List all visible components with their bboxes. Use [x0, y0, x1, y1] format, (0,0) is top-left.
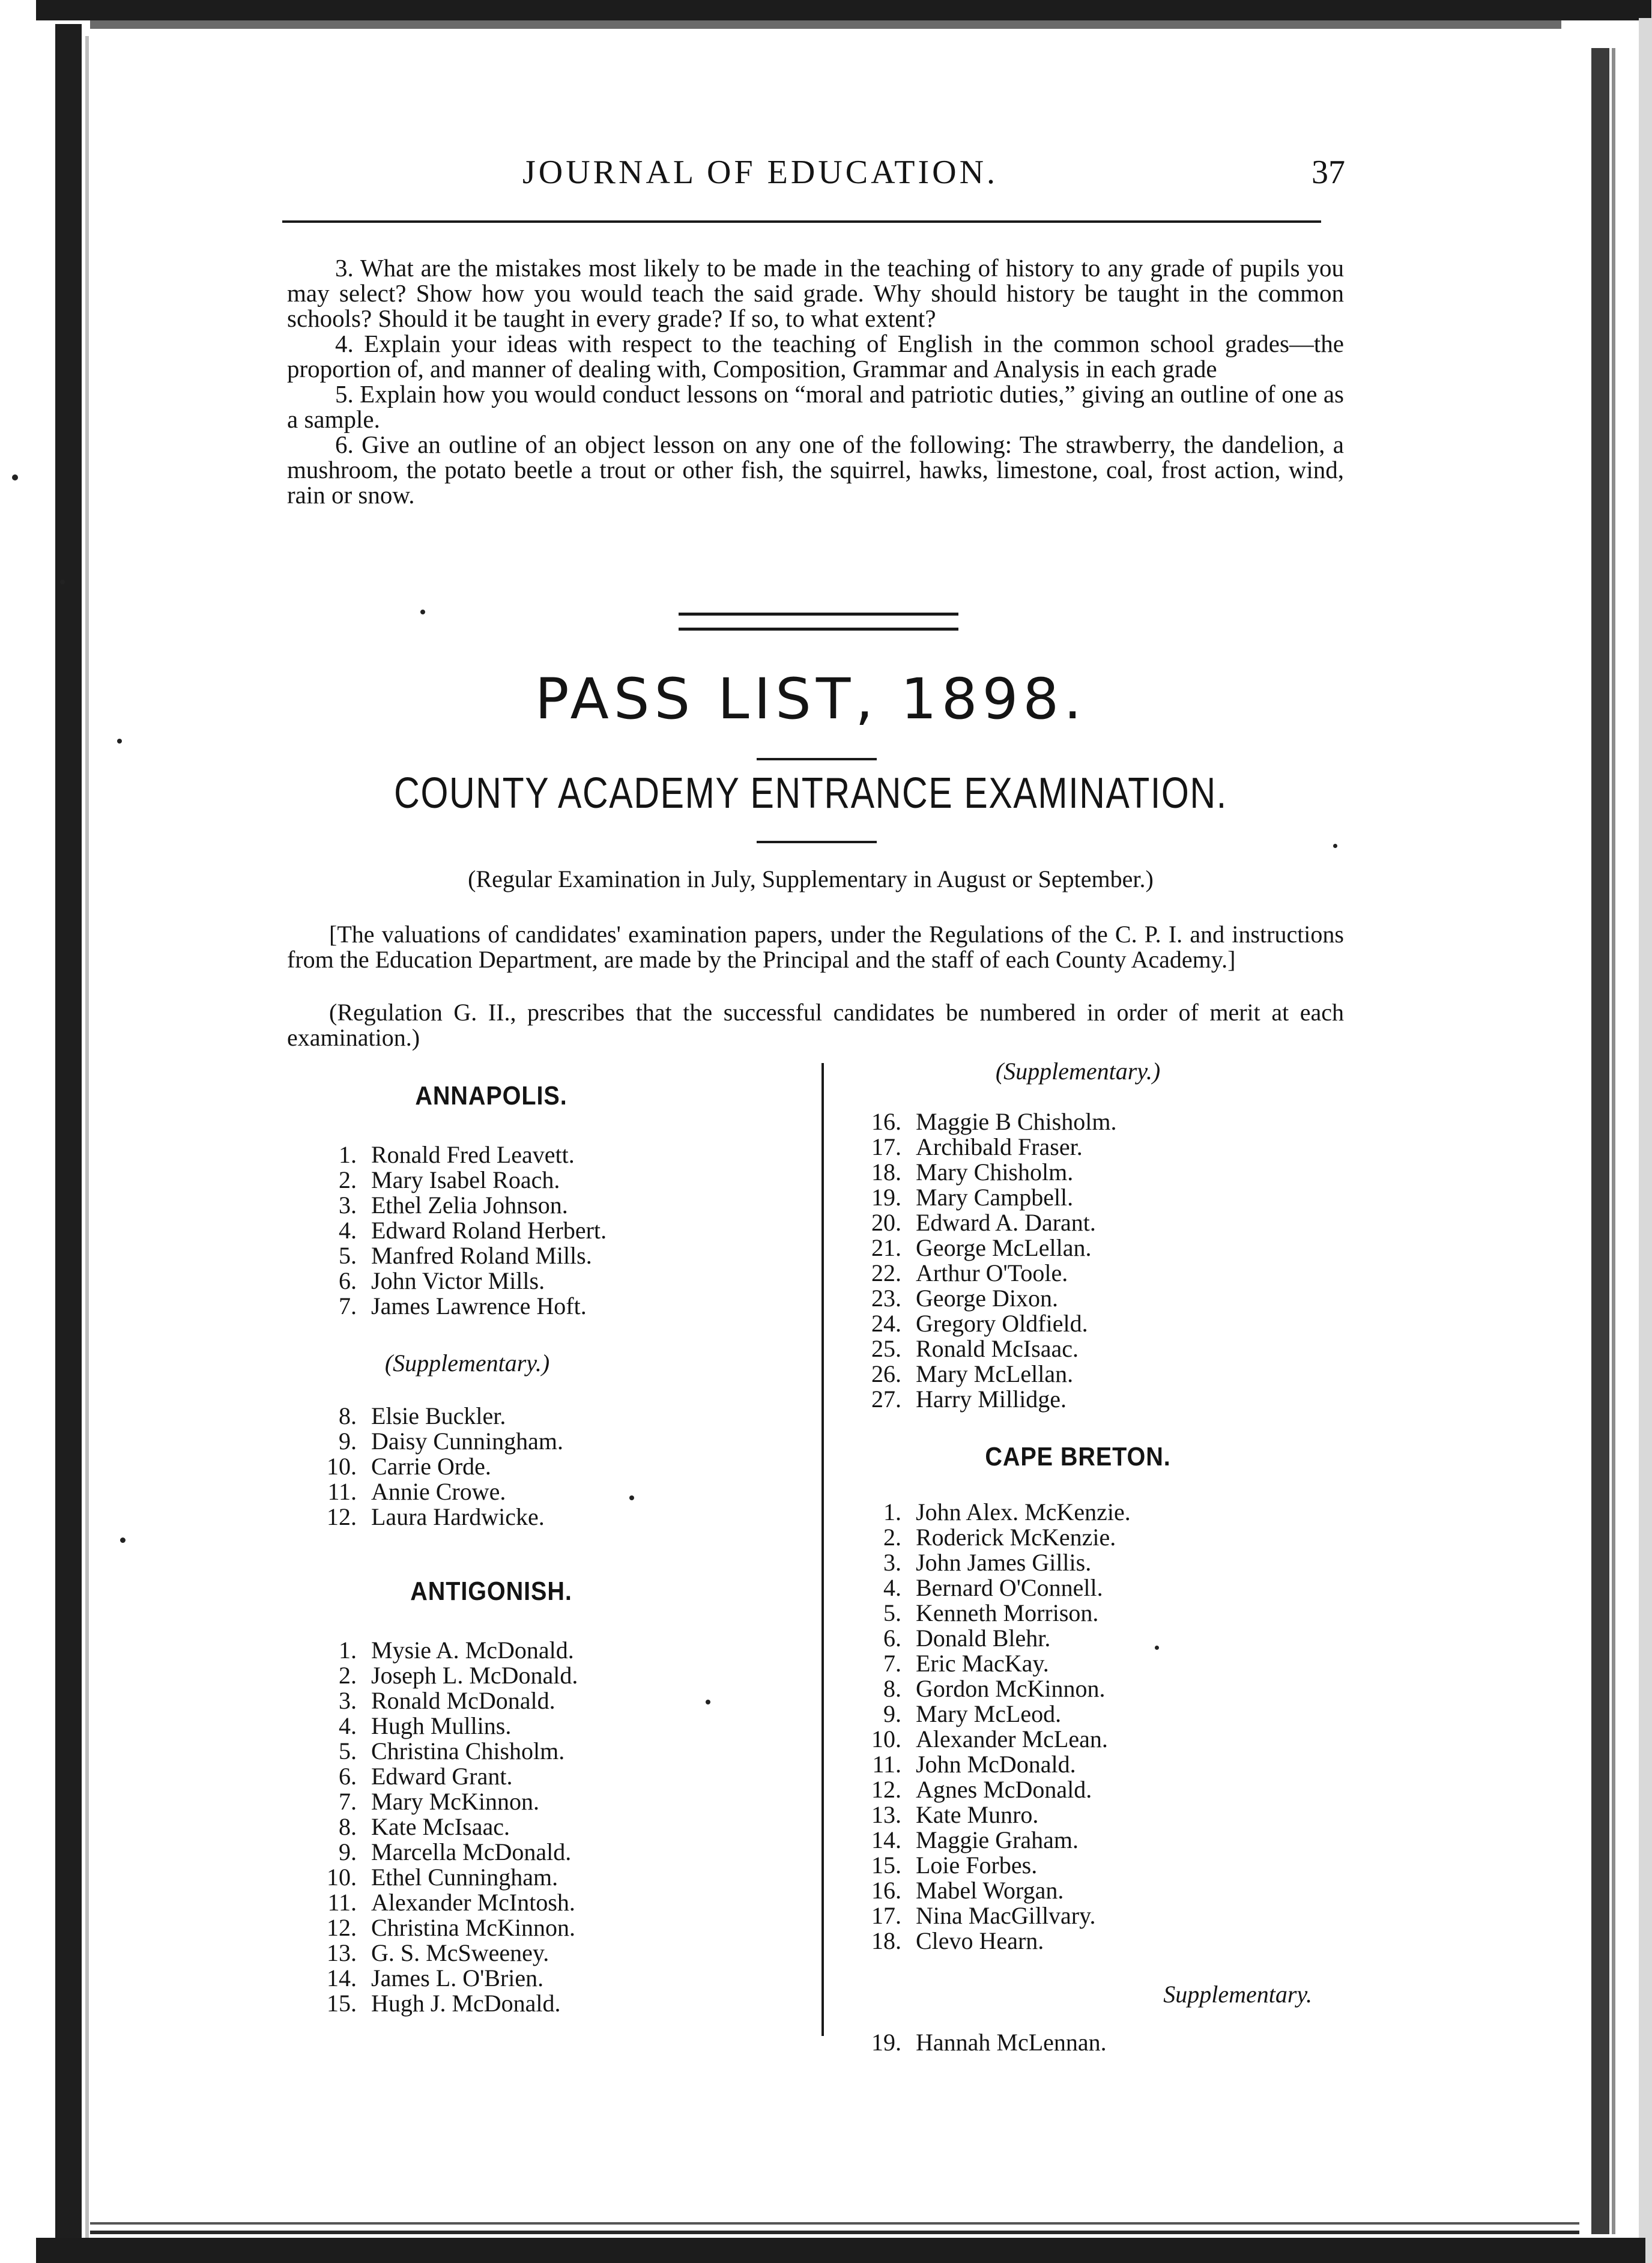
list-item: 9. Daisy Cunningham.	[339, 1428, 563, 1455]
scan-speck	[12, 474, 18, 480]
list-item: 5. Manfred Roland Mills.	[339, 1242, 592, 1269]
list-item: 27. Harry Millidge.	[871, 1386, 1067, 1413]
scan-speck	[117, 739, 122, 744]
scan-edge-bottom	[36, 2238, 1645, 2263]
list-item: 14. James L. O'Brien.	[327, 1965, 544, 1992]
list-item: 3. John James Gillis.	[883, 1549, 1092, 1576]
list-item: 18. Clevo Hearn.	[871, 1927, 1044, 1954]
journal-title: JOURNAL OF EDUCATION.	[522, 154, 999, 191]
list-item: 11. John McDonald.	[872, 1751, 1076, 1778]
list-item: 10. Ethel Cunningham.	[327, 1864, 558, 1891]
list-item: 12. Laura Hardwicke.	[327, 1503, 545, 1530]
valuations-paragraph: [The valuations of candidates' examination papers, under the Regulations of the C. P. I. and instructions from the Education Department, are made by the Principal and the staff of each County Academy.]	[287, 921, 1344, 973]
list-item: 11. Annie Crowe.	[327, 1478, 506, 1505]
title-rule-top	[757, 758, 877, 760]
county-academy-title: COUNTY ACADEMY ENTRANCE EXAMINATION.	[394, 769, 1227, 817]
question-6: 6. Give an outline of an object lesson on any one of the following: The strawberry, the dandelion, a mushroom, the potato beetle a trout or other fish, the squirrel, hawks, limestone, coal, frost action, wind, rain or snow.	[287, 431, 1344, 509]
regulation-note	[287, 1000, 1344, 1050]
scan-speck	[420, 610, 425, 614]
list-item: 16. Maggie B Chisholm.	[871, 1108, 1117, 1135]
scan-edge-left-line	[85, 36, 89, 2246]
left-column	[287, 1081, 815, 2016]
page-number: 37	[1312, 154, 1345, 191]
exam-note: (Regular Examination in July, Supplementary in August or September.)	[468, 865, 1154, 892]
list-item: 3. Ethel Zelia Johnson.	[339, 1192, 568, 1219]
list-item: 8. Gordon McKinnon.	[883, 1675, 1106, 1702]
scan-edge-bottom-line	[90, 2222, 1579, 2225]
list-item: 9. Mary McLeod.	[883, 1700, 1062, 1727]
list-item: 5. Kenneth Morrison.	[883, 1599, 1099, 1626]
pass-list-title: PASS LIST, 1898.	[534, 667, 1087, 732]
list-item: 22. Arthur O'Toole.	[871, 1259, 1068, 1286]
scan-speck	[60, 580, 65, 584]
list-item: 13. Kate Munro.	[871, 1801, 1039, 1828]
question-4: 4. Explain your ideas with respect to the teaching of English in the common school grades—the proportion of, and manner of dealing with, Composition, Grammar and Analysis in each grade	[287, 330, 1344, 383]
list-item: 10. Carrie Orde.	[327, 1453, 491, 1480]
cape-breton-supplementary-heading: Supplementary.	[1163, 1981, 1312, 2008]
page-header	[282, 153, 1345, 207]
list-item: 3. Ronald McDonald.	[339, 1687, 555, 1714]
annapolis-supplementary-list	[287, 1404, 815, 1530]
cape-breton-heading: CAPE BRETON.	[985, 1442, 1171, 1471]
list-item: 12. Christina McKinnon.	[327, 1914, 575, 1941]
list-item: 7. James Lawrence Hoft.	[339, 1292, 587, 1319]
list-item: 19. Hannah McLennan.	[871, 2029, 1107, 2056]
scan-edge-bottom-line-2	[90, 2231, 1579, 2234]
scan-edge-right	[1639, 18, 1652, 2263]
list-item: 7. Mary McKinnon.	[339, 1788, 539, 1815]
annapolis-regular-list	[287, 1142, 815, 1319]
list-item: 4. Edward Roland Herbert.	[339, 1217, 607, 1244]
list-item: 4. Hugh Mullins.	[339, 1712, 512, 1739]
list-item: 19. Mary Campbell.	[871, 1184, 1074, 1211]
cape-breton-supplementary-list	[844, 2030, 1348, 2055]
antigonish-regular-list	[287, 1638, 815, 2016]
list-item: 2. Joseph L. McDonald.	[339, 1662, 578, 1689]
antigonish-heading: ANTIGONISH.	[410, 1577, 572, 1606]
list-item: 17. Nina MacGillvary.	[871, 1902, 1096, 1929]
scan-speck	[1333, 844, 1337, 848]
list-item: 1. Mysie A. McDonald.	[339, 1637, 574, 1664]
question-5: 5. Explain how you would conduct lessons on “moral and patriotic duties,” giving an outline of one as a sample.	[287, 380, 1344, 433]
cape-breton-regular-list	[844, 1500, 1348, 1954]
title-rule-bottom	[757, 841, 877, 843]
list-item: 17. Archibald Fraser.	[871, 1133, 1083, 1160]
list-item: 7. Eric MacKay.	[883, 1650, 1049, 1677]
question-3: 3. What are the mistakes most likely to be made in the teaching of history to any grade of pupils you may select? Show how you would teach the said grade. Why should history be taught in the common schools? Should it be taught in every grade? If so, to what extent?	[287, 254, 1344, 332]
valuations-note	[287, 922, 1344, 972]
scan-edge-right-line	[1612, 48, 1615, 2234]
list-item: 24. Gregory Oldfield.	[871, 1310, 1088, 1337]
list-item: 8. Elsie Buckler.	[339, 1402, 506, 1429]
list-item: 25. Ronald McIsaac.	[871, 1335, 1079, 1362]
list-item: 8. Kate McIsaac.	[339, 1813, 510, 1840]
list-item: 10. Alexander McLean.	[871, 1725, 1108, 1753]
list-item: 23. George Dixon.	[871, 1285, 1058, 1312]
section-divider	[679, 613, 958, 631]
scan-speck	[120, 1537, 126, 1543]
exam-questions	[287, 255, 1344, 507]
list-item: 2. Mary Isabel Roach.	[339, 1166, 560, 1193]
list-item: 6. John Victor Mills.	[339, 1267, 545, 1294]
antigonish-supplementary-list	[844, 1109, 1348, 1412]
annapolis-heading: ANNAPOLIS.	[415, 1081, 567, 1110]
list-item: 5. Christina Chisholm.	[339, 1737, 565, 1765]
list-item: 26. Mary McLellan.	[871, 1360, 1074, 1387]
scan-edge-top	[36, 0, 1651, 20]
list-item: 6. Edward Grant.	[339, 1763, 513, 1790]
list-item: 18. Mary Chisholm.	[871, 1159, 1074, 1186]
right-column	[844, 1057, 1348, 2055]
list-item: 15. Loie Forbes.	[871, 1852, 1038, 1879]
list-item: 1. John Alex. McKenzie.	[883, 1498, 1131, 1525]
list-item: 15. Hugh J. McDonald.	[327, 1990, 561, 2017]
scan-edge-left	[55, 24, 82, 2246]
list-item: 9. Marcella McDonald.	[339, 1838, 572, 1865]
scan-edge-right-binding	[1591, 48, 1609, 2234]
list-item: 4. Bernard O'Connell.	[883, 1574, 1103, 1601]
list-item: 11. Alexander McIntosh.	[327, 1889, 575, 1916]
list-item: 1. Ronald Fred Leavett.	[339, 1141, 575, 1168]
list-item: 13. G. S. McSweeney.	[327, 1939, 549, 1966]
list-item: 2. Roderick McKenzie.	[883, 1524, 1116, 1551]
antigonish-supplementary-heading: (Supplementary.)	[995, 1058, 1161, 1085]
list-item: 12. Agnes McDonald.	[871, 1776, 1092, 1803]
list-item: 20. Edward A. Darant.	[871, 1209, 1096, 1236]
list-item: 16. Mabel Worgan.	[871, 1877, 1064, 1904]
column-divider	[821, 1063, 824, 2036]
header-rule	[282, 220, 1321, 223]
list-item: 6. Donald Blehr.	[883, 1625, 1051, 1652]
list-item: 14. Maggie Graham.	[871, 1826, 1079, 1853]
scan-edge-top-shadow	[90, 20, 1561, 29]
regulation-paragraph: (Regulation G. II., prescribes that the successful candidates be numbered in order of merit at each examination.)	[287, 999, 1344, 1051]
list-item: 21. George McLellan.	[871, 1234, 1092, 1261]
annapolis-supplementary-heading: (Supplementary.)	[384, 1350, 550, 1377]
